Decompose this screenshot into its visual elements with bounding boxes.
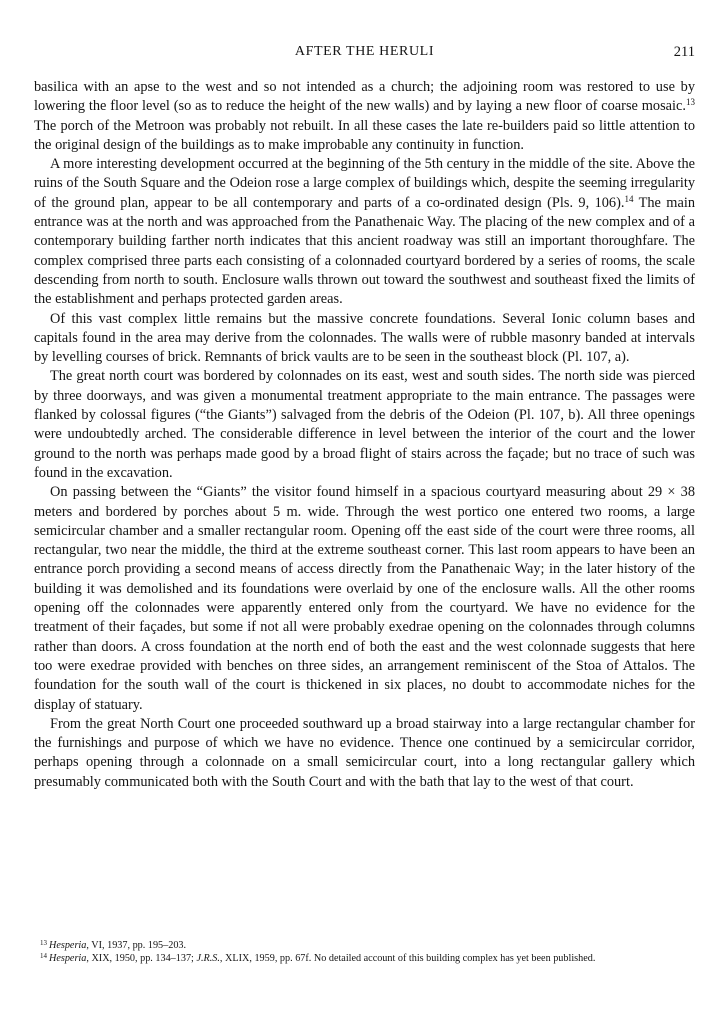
footnote-ref-14: 14 [624,193,634,204]
paragraph-2 [34,155,695,309]
body-text [34,78,695,792]
footnote-number: 14 [40,951,47,960]
journal-title: Hesperia [49,952,87,964]
footnote-ref-13: 13 [686,97,695,108]
paragraph-text: basilica with an apse to the west and so not intended as a church; the adjoining room was restored to use by lowering the floor level (so as to reduce the height of the new walls) and by laying a new floor of coarse mosaic. [34,79,695,115]
page-header [34,44,695,66]
paragraph-3 [34,310,695,368]
paragraph-text: The main entrance was at the north and was approached from the Panathenaic Way. The placing of the new complex and of a contemporary building farther north indicates that this ancient roadway was still an important thoroughfare. The complex comprised three parts each consisting of a colonnaded courtyard bordered by a series of rooms, the scale descending from north to south. Enclosure walls thrown out toward the southwest and southeast fixed the limits of the establishment and perhaps protected garden areas. [34,194,695,308]
paragraph-text: Of this vast complex little remains but the massive concrete foundations. Several Ionic column bases and capitals found in the area may derive from the colonnades. The walls were of rubble masonry banded at intervals by levelling courses of brick. Remnants of brick vaults are to be seen in the southeast block (Pl. 107, a). [34,310,695,366]
footnote-number: 13 [40,939,47,947]
paragraph-1 [34,78,695,155]
footnote-text: , VI, 1937, pp. 195–203. [86,940,187,951]
paragraph-4 [34,367,695,483]
footnote-14 [34,953,695,966]
footnote-text: , XLIX, 1959, pp. 67f. No detailed account of this building complex has yet been published. [219,952,596,964]
paragraph-text: The porch of the Metroon was probably not rebuilt. In all these cases the late re-builders paid so little attention to the original design of the buildings as to make improbable any continuity in function. [34,117,695,153]
paragraph-text: On passing between the “Giants” the visitor found himself in a spacious courtyard measuring about 29 × 38 meters and bordered by porches about 5 m. wide. Through the west portico one entered two rooms, a large semicircular chamber and a smaller rectangular room. Opening off the east side of the court were three rooms, all rectangular, two near the middle, the third at the extreme southeast corner. This last room appears to have been an entrance porch providing a second means of access directly from the Panathenaic Way; in the later history of the building it was demolished and its foundations were overlaid by one of the enclosure walls. All the other rooms opening off the colonnades were apparently entered only from the courtyard. We have no evidence for the treatment of their façades, but some if not all were probably exedrae opening on the colonnades through columns rather than doors. A cross foundation at the north end of both the east and the west colonnade suggests that here too were exedrae provided with benches on three sides, an arrangement reminiscent of the Stoa of Attalos. The foundation for the south wall of the court is thickened in six places, no doubt to accommodate niches for the display of statuary. [34,484,695,713]
page-number: 211 [673,44,695,60]
footnote-text: , XIX, 1950, pp. 134–137; [86,952,197,964]
journal-title: Hesperia [49,940,87,951]
journal-title: J.R.S. [196,952,220,964]
paragraph-5 [34,483,695,715]
running-title: AFTER THE HERULI [294,44,435,59]
paragraph-text: From the great North Court one proceeded southward up a broad stairway into a large rectangular chamber for the furnishings and purpose of which we have no evidence. Thence one continued by a semicircular corridor, perhaps opening through a colonnade on a small semicircular court, into a long rectangular gallery which presumably communicated both with the South Court and with the bath that lay to the west of that court. [34,715,695,790]
footnote-13 [34,940,695,953]
footnotes [34,940,695,966]
paragraph-text: The great north court was bordered by colonnades on its east, west and south sides. The north side was pierced by three doorways, and was given a monumental treatment appropriate to the main entrance. The passages were flanked by colossal figures (“the Giants”) salvaged from the debris of the Odeion (Pl. 107, b). All three openings were undoubtedly arched. The considerable difference in level between the interior of the court and the lower ground to the north was perhaps made good by a broad flight of stairs across the façade; but no trace of such was found in the excavation. [34,368,695,481]
paragraph-text: A more interesting development occurred at the beginning of the 5th century in the middle of the site. Above the ruins of the South Square and the Odeion rose a large complex of buildings which, despite the seeming irregularity of the ground plan, appear to be all contemporary and parts of a co-ordinated design (Pls. 9, 106). [34,156,695,211]
paragraph-6 [34,715,695,792]
